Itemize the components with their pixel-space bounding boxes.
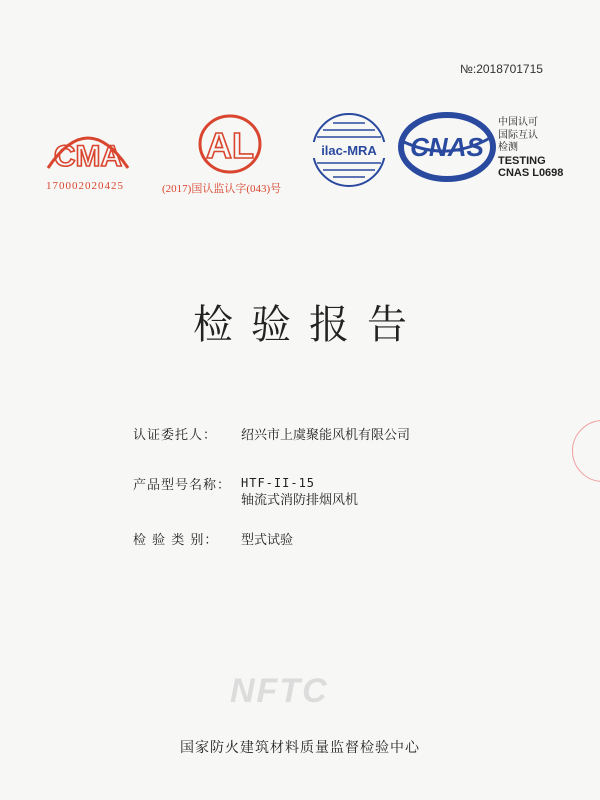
product-name: 轴流式消防排烟风机 (241, 493, 359, 508)
svg-text:CNAS: CNAS (410, 132, 484, 162)
test-type-field (133, 529, 293, 548)
stamp-fragment (572, 420, 600, 482)
nftc-watermark: NFTC (230, 672, 329, 710)
product-value (241, 474, 358, 510)
client-field (133, 424, 410, 443)
svg-text:CMA: CMA (53, 140, 123, 173)
product-label: 产品型号名称： (133, 478, 232, 493)
test-type-value: 型式试验 (241, 533, 294, 548)
client-value: 绍兴市上虞聚能风机有限公司 (241, 428, 411, 443)
cnas-line: TESTING (498, 154, 546, 167)
product-field (133, 474, 358, 510)
cnas-text (498, 117, 563, 180)
cnas-line: CNAS L0698 (498, 167, 564, 179)
cnas-line: 检测 (498, 142, 518, 153)
svg-text:AL: AL (206, 125, 254, 166)
report-number: №:2018701715 (460, 62, 543, 76)
cnas-line: 国际互认 (498, 129, 538, 141)
svg-text:ilac-MRA: ilac-MRA (321, 143, 377, 158)
cma-caption: 170002020425 (46, 180, 124, 192)
report-title: 检验报告 (193, 302, 425, 348)
ilac-mra-logo (303, 110, 395, 190)
institution-name: 国家防火建筑材料质量监督检验中心 (180, 740, 420, 756)
cnas-logo (398, 112, 496, 182)
cnas-line: 中国认可 (498, 117, 538, 128)
test-type-label: 检 验 类 别： (133, 533, 219, 548)
client-label: 认证委托人： (133, 428, 218, 443)
product-model: HTF-II-15 (241, 476, 316, 490)
cal-caption: (2017)国认监认字(043)号 (162, 183, 282, 195)
